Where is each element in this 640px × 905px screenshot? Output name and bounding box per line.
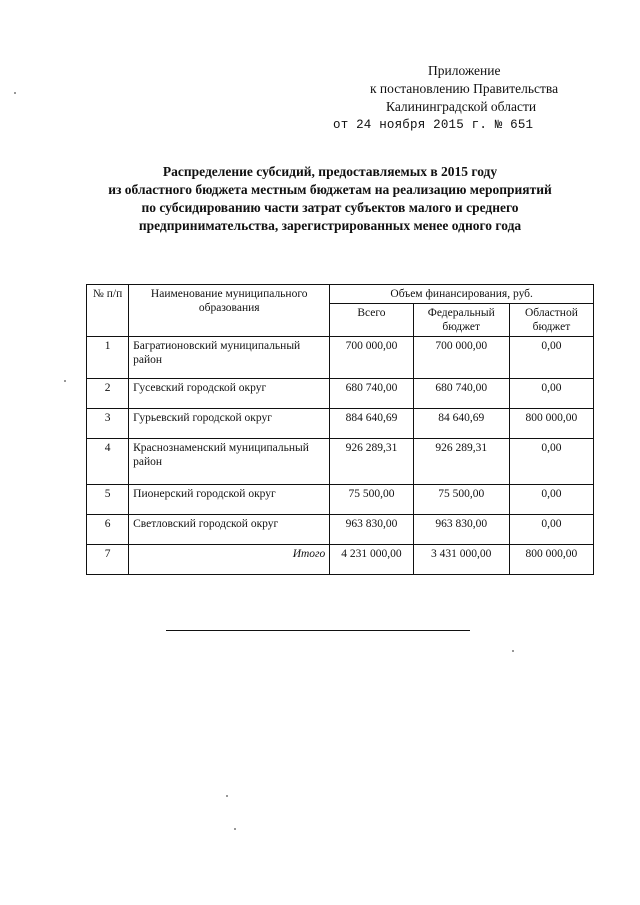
cell-num: 2: [87, 379, 129, 409]
document-title: [70, 163, 590, 235]
cell-name: Пионерский городской округ: [129, 485, 330, 515]
cell-name: Гусевский городской округ: [129, 379, 330, 409]
appendix-line: Приложение: [428, 63, 501, 78]
cell-num: 3: [87, 409, 129, 439]
appendix-date-number: от 24 ноября 2015 г. № 651: [333, 118, 534, 132]
cell-name: Краснознаменский муниципальный район: [129, 439, 330, 485]
cell-federal: 3 431 000,00: [413, 545, 509, 575]
cell-federal: 84 640,69: [413, 409, 509, 439]
header-num: № п/п: [87, 285, 129, 337]
cell-regional: 800 000,00: [509, 409, 593, 439]
table-row: [87, 337, 594, 379]
table-row: [87, 485, 594, 515]
cell-federal: 680 740,00: [413, 379, 509, 409]
header-total: Всего: [330, 304, 413, 337]
cell-num: 7: [87, 545, 129, 575]
scan-speck: [64, 380, 66, 382]
header-funding: Объем финансирования, руб.: [330, 285, 594, 304]
cell-total: 75 500,00: [330, 485, 413, 515]
appendix-line: к постановлению Правительства: [370, 81, 559, 96]
header-name: Наименование муниципального образования: [129, 285, 330, 337]
cell-total: 700 000,00: [330, 337, 413, 379]
scan-speck: [226, 795, 228, 797]
scan-speck: [234, 828, 236, 830]
cell-regional: 0,00: [509, 379, 593, 409]
scan-speck: [512, 650, 514, 652]
table-row: [87, 515, 594, 545]
appendix-header: [300, 62, 590, 134]
title-line: Распределение субсидий, предоставляемых в 2015 году: [162, 164, 498, 179]
cell-name: Багратионовский муниципальный район: [129, 337, 330, 379]
title-line: по субсидированию части затрат субъектов малого и среднего: [141, 200, 519, 215]
header-regional: Областной бюджет: [509, 304, 593, 337]
cell-federal: 75 500,00: [413, 485, 509, 515]
cell-name: Гурьевский городской округ: [129, 409, 330, 439]
cell-total: 926 289,31: [330, 439, 413, 485]
table-row: [87, 439, 594, 485]
cell-regional: 0,00: [509, 485, 593, 515]
cell-total: 680 740,00: [330, 379, 413, 409]
cell-regional: 0,00: [509, 439, 593, 485]
cell-num: 6: [87, 515, 129, 545]
cell-regional: 0,00: [509, 337, 593, 379]
table-row: [87, 379, 594, 409]
subsidy-table: [86, 284, 594, 575]
cell-num: 1: [87, 337, 129, 379]
title-line: из областного бюджета местным бюджетам на реализацию мероприятий: [108, 182, 552, 197]
cell-total-label: Итого: [129, 545, 330, 575]
cell-total: 884 640,69: [330, 409, 413, 439]
table-total-row: [87, 545, 594, 575]
header-federal: Федеральный бюджет: [413, 304, 509, 337]
table-row: [87, 409, 594, 439]
cell-federal: 963 830,00: [413, 515, 509, 545]
appendix-line: Калининградской области: [386, 99, 537, 114]
title-line: предпринимательства, зарегистрированных менее одного года: [138, 218, 522, 233]
cell-total: 963 830,00: [330, 515, 413, 545]
cell-num: 5: [87, 485, 129, 515]
cell-regional: 0,00: [509, 515, 593, 545]
cell-total: 4 231 000,00: [330, 545, 413, 575]
cell-federal: 926 289,31: [413, 439, 509, 485]
closing-rule: [166, 630, 470, 631]
scan-speck: [14, 92, 16, 94]
cell-federal: 700 000,00: [413, 337, 509, 379]
cell-num: 4: [87, 439, 129, 485]
cell-regional: 800 000,00: [509, 545, 593, 575]
cell-name: Светловский городской округ: [129, 515, 330, 545]
